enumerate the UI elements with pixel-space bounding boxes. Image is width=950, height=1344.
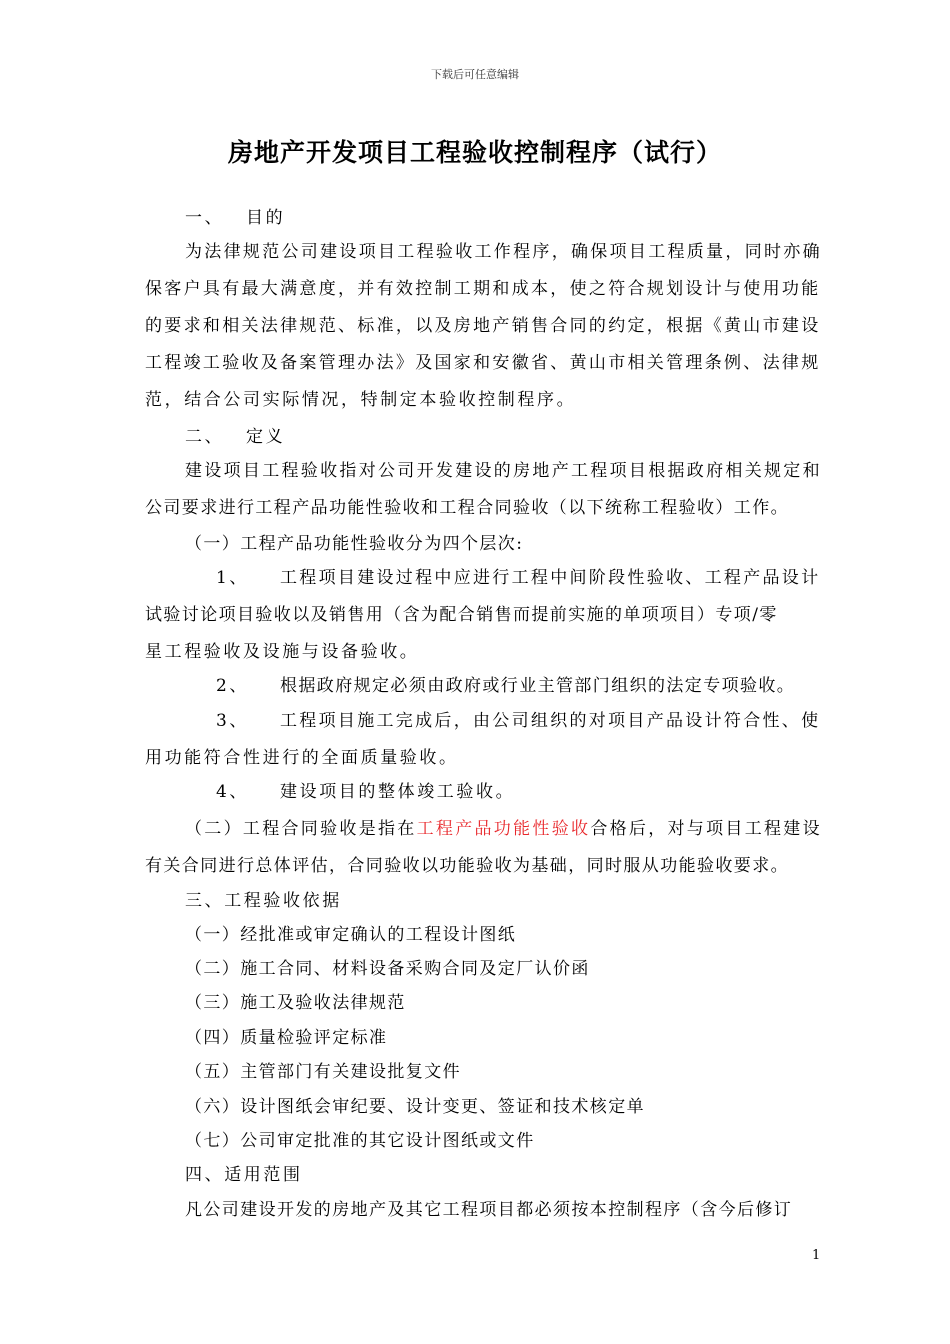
section2-sub2-line-2: 有关合同进行总体评估，合同验收以功能验收为基础，同时服从功能验收要求。 xyxy=(145,856,789,876)
item-4-first-line: 建设项目的整体竣工验收。 xyxy=(280,782,516,802)
basis-item-6: （六）设计图纸会审纪要、设计变更、签证和技术核定单 xyxy=(185,1097,645,1117)
basis-item-2: （二）施工合同、材料设备采购合同及定厂认价函 xyxy=(185,959,590,979)
section2-heading: 定义 xyxy=(246,427,286,447)
item-2-first-line: 根据政府规定必须由政府或行业主管部门组织的法定专项验收。 xyxy=(280,676,796,696)
section2-sub2 xyxy=(185,814,822,839)
section1-line-5: 范，结合公司实际情况，特制定本验收控制程序。 xyxy=(145,390,577,410)
basis-item-1: （一）经批准或审定确认的工程设计图纸 xyxy=(185,925,517,945)
page-header: 下载后可任意编辑 xyxy=(431,68,519,81)
item-4-number: 4、 xyxy=(216,782,250,802)
sub2-prefix: （二）工程合同验收是指在 xyxy=(185,819,417,839)
section2-number: 二、 xyxy=(185,427,225,447)
item-1-first-line: 工程项目建设过程中应进行工程中间阶段性验收、工程产品设计 xyxy=(280,568,821,588)
sub2-suffix: 合格后，对与项目工程建设 xyxy=(590,819,822,839)
section4-heading: 四、适用范围 xyxy=(185,1165,303,1185)
item-3-line-2: 用功能符合性进行的全面质量验收。 xyxy=(145,748,459,768)
basis-item-7: （七）公司审定批准的其它设计图纸或文件 xyxy=(185,1131,535,1151)
item-3-first-line: 工程项目施工完成后，由公司组织的对项目产品设计符合性、使 xyxy=(280,711,821,731)
section4-line-1: 凡公司建设开发的房地产及其它工程项目都必须按本控制程序（含今后修订 xyxy=(185,1200,793,1220)
basis-item-4: （四）质量检验评定标准 xyxy=(185,1028,388,1048)
section2-line-2: 公司要求进行工程产品功能性验收和工程合同验收（以下统称工程验收）工作。 xyxy=(145,498,789,518)
document-title: 房地产开发项目工程验收控制程序（试行） xyxy=(227,138,722,167)
item-1-line-2: 试验讨论项目验收以及销售用（含为配合销售而提前实施的单项项目）专项/零 xyxy=(145,605,778,625)
section1-line-1: 为法律规范公司建设项目工程验收工作程序，确保项目工程质量，同时亦确 xyxy=(185,242,822,262)
basis-item-5: （五）主管部门有关建设批复文件 xyxy=(185,1062,461,1082)
page-number: 1 xyxy=(812,1248,821,1263)
section1-line-4: 工程竣工验收及备案管理办法》及国家和安徽省、黄山市相关管理条例、法律规 xyxy=(145,353,821,373)
section1-heading: 目的 xyxy=(246,208,286,228)
section2-sub1: （一）工程产品功能性验收分为四个层次: xyxy=(185,534,524,554)
section1-line-2: 保客户具有最大满意度，并有效控制工期和成本，使之符合规划设计与使用功能 xyxy=(145,279,821,299)
item-2-number: 2、 xyxy=(216,676,250,696)
item-1-line-3: 星工程验收及设施与设备验收。 xyxy=(145,642,420,662)
item-3-number: 3、 xyxy=(216,711,250,731)
item-1-number: 1、 xyxy=(216,568,250,588)
basis-item-3: （三）施工及验收法律规范 xyxy=(185,993,406,1013)
section1-line-3: 的要求和相关法律规范、标准，以及房地产销售合同的约定，根据《黄山市建设 xyxy=(145,316,821,336)
section3-heading: 三、工程验收依据 xyxy=(185,891,342,911)
section2-line-1: 建设项目工程验收指对公司开发建设的房地产工程项目根据政府相关规定和 xyxy=(185,461,822,481)
sub2-highlight: 工程产品功能性验收 xyxy=(416,819,591,839)
section1-number: 一、 xyxy=(185,208,225,228)
